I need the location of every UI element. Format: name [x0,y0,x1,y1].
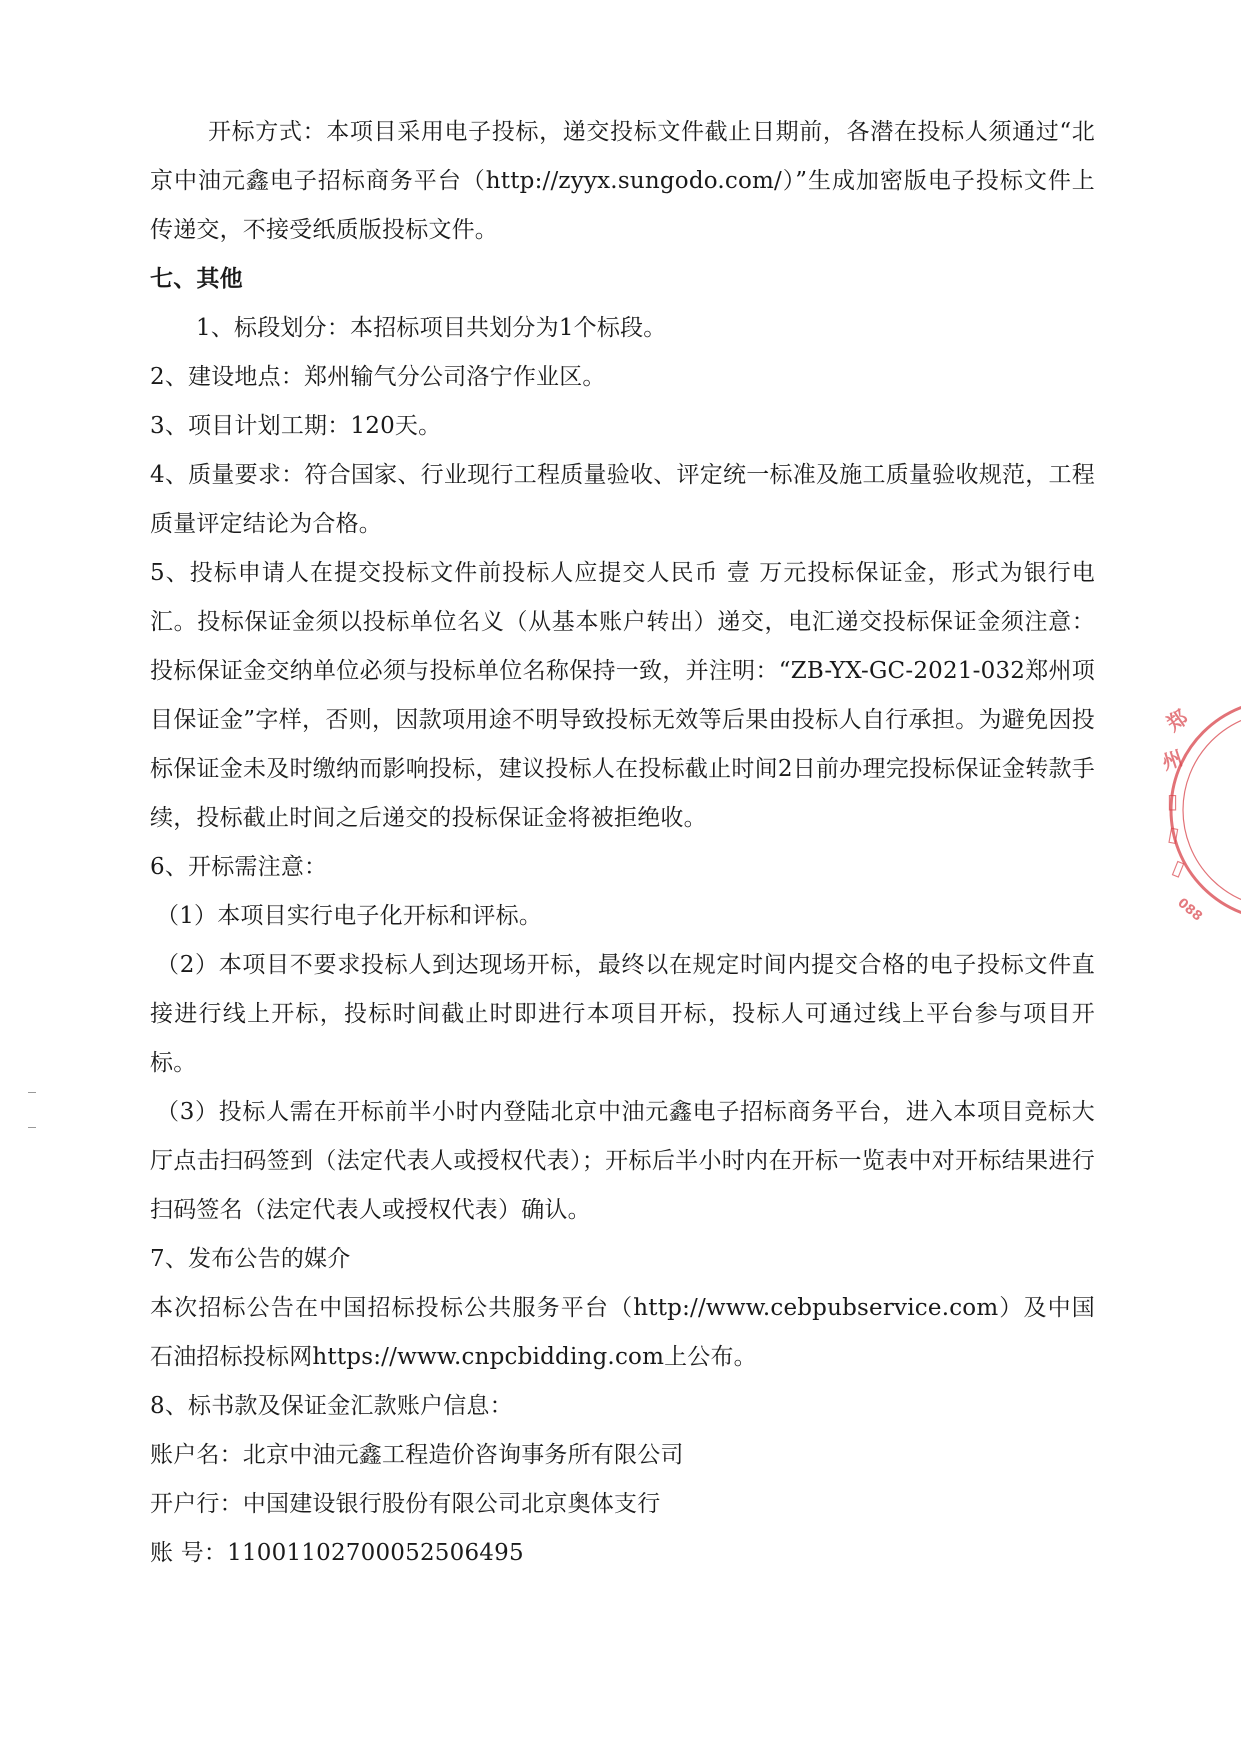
item-7-body: 本次招标公告在中国招标投标公共服务平台（http://www.cebpubservice.com）及中国石油招标投标网https://www.cnpcbidding.com上公布。 [150,1295,1095,1370]
svg-text:▯: ▯ [1169,854,1189,881]
item-6-opening-notes: 6、开标需注意： [150,854,328,880]
svg-text:州: 州 [1159,745,1186,775]
svg-text:088: 088 [1174,895,1205,925]
item-2-location: 2、建设地点：郑州输气分公司洛宁作业区。 [150,364,606,390]
svg-text:▯: ▯ [1166,821,1182,847]
section-7-heading: 七、其他 [150,266,243,292]
svg-text:郑: 郑 [1162,704,1193,737]
item-4-quality: 4、质量要求：符合国家、行业现行工程质量验收、评定统一标准及施工质量验收规范，工程质量评定结论为合格。 [150,462,1095,537]
bank-name: 开户行：中国建设银行股份有限公司北京奥体支行 [150,1491,661,1517]
item-1-lot-division: 1、标段划分：本招标项目共划分为1个标段。 [196,315,667,341]
item-6-3: （3）投标人需在开标前半小时内登陆北京中油元鑫电子招标商务平台，进入本项目竞标大厅点击扫码签到（法定代表人或授权代表）；开标后半小时内在开标一览表中对开标结果进行扫码签名（法定代表人或授权代表）确认。 [150,1099,1095,1223]
item-6-1: （1）本项目实行电子化开标和评标。 [156,903,543,929]
account-number: 账 号：11001102700052506495 [150,1540,524,1566]
red-seal-stamp [1151,690,1241,930]
item-7-media: 7、发布公告的媒介 [150,1246,351,1272]
document-body [150,108,1095,1578]
margin-mark [28,1127,36,1128]
item-3-duration: 3、项目计划工期：120天。 [150,413,442,439]
margin-mark [28,1092,36,1093]
opening-method-paragraph: 开标方式：本项目采用电子投标，递交投标文件截止日期前，各潜在投标人须通过“北京中油元鑫电子招标商务平台（http://zyyx.sungodo.com/）”生成加密版电子投标文件上传递交，不接受纸质版投标文件。 [150,119,1095,243]
account-name: 账户名：北京中油元鑫工程造价咨询事务所有限公司 [150,1442,684,1468]
item-6-2: （2）本项目不要求投标人到达现场开标，最终以在规定时间内提交合格的电子投标文件直接进行线上开标，投标时间截止时即进行本项目开标，投标人可通过线上平台参与项目开标。 [150,952,1095,1076]
item-8-account-info: 8、标书款及保证金汇款账户信息： [150,1393,513,1419]
svg-text:▯: ▯ [1167,789,1179,813]
item-5-deposit: 5、投标申请人在提交投标文件前投标人应提交人民币 壹 万元投标保证金，形式为银行电汇。投标保证金须以投标单位名义（从基本账户转出）递交，电汇递交投标保证金须注意：投标保证金交纳单位必须与投标单位名称保持一致，并注明：“ZB-YX-GC-2021-032郑州项目保证金”字样，否则，因款项用途不明导致投标无效等后果由投标人自行承担。为避免因投标保证金未及时缴纳而影响投标，建议投标人在投标截止时间2日前办理完投标保证金转款手续，投标截止时间之后递交的投标保证金将被拒绝收。 [150,560,1095,831]
